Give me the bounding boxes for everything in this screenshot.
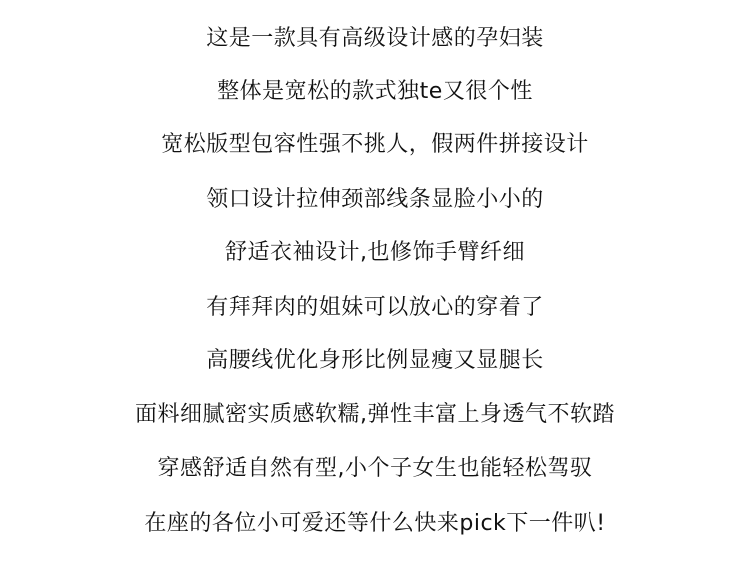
description-line-4: 领口设计拉伸颈部线条显脸小小的 [206,187,544,212]
description-line-9: 穿感舒适自然有型,小个子女生也能轻松驾驭 [157,456,593,481]
description-line-10: 在座的各位小可爱还等什么快来pick下一件叭! [144,511,606,536]
description-line-5: 舒适衣袖设计,也修饰手臂纤细 [225,240,525,265]
description-line-3: 宽松版型包容性强不挑人，假两件拼接设计 [161,132,589,157]
description-line-2: 整体是宽松的款式独te又很个性 [217,79,533,104]
description-line-8: 面料细腻密实质感软糯,弹性丰富上身透气不软踏 [135,402,615,427]
description-line-7: 高腰线优化身形比例显瘦又显腿长 [206,348,544,373]
description-line-6: 有拜拜肉的姐妹可以放心的穿着了 [206,295,544,320]
description-line-1: 这是一款具有高级设计感的孕妇装 [206,26,544,51]
